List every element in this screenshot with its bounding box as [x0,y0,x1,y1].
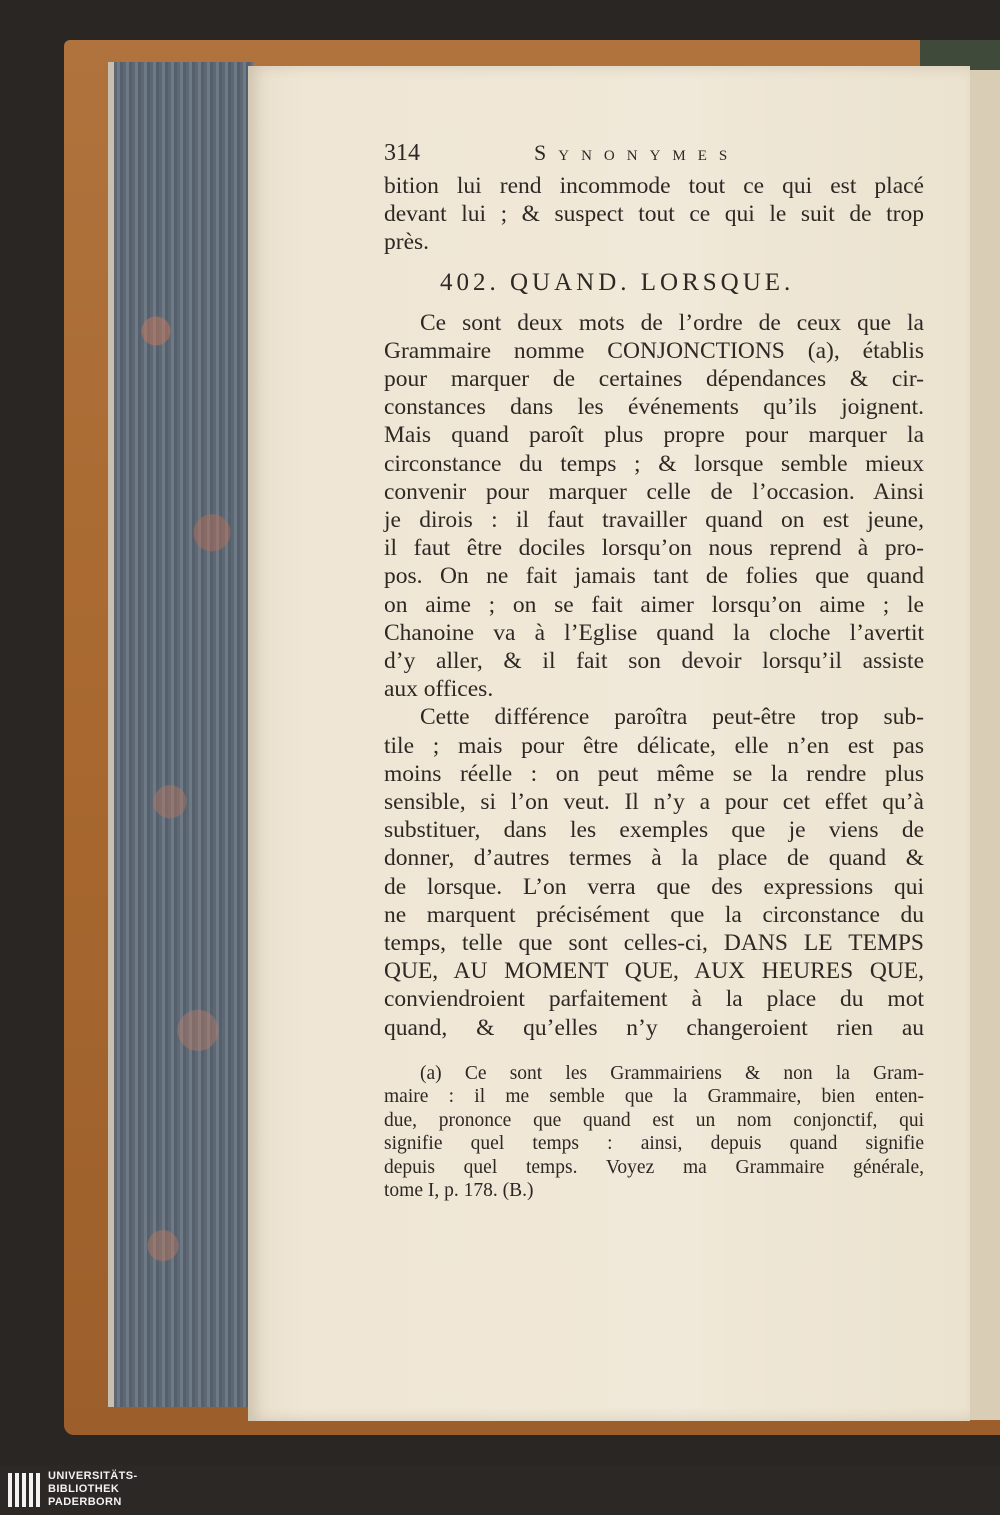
page-block-edge [108,62,254,1407]
text-line: substituer, dans les exemples que je viens de [384,817,924,844]
footnote-line: maire : il me semble que la Grammaire, bien enten- [384,1086,924,1108]
library-logo-icon [8,1473,42,1507]
text-line: moins réelle : on peut même se la rendre plus [384,760,924,787]
footnote [384,1062,924,1202]
next-page-edge [970,70,1000,1420]
text-line: convenir pour marquer celle de l’occasion. Ainsi [384,478,924,505]
logo-line: PADERBORN [48,1496,122,1508]
text-line: devant lui ; & suspect tout ce qui le suit de trop [384,201,924,228]
text-line: il faut être dociles lorsqu’on nous reprend à pro- [384,535,924,562]
page-text [384,140,924,1202]
text-line: je dirois : il faut travailler quand on est jeune, [384,507,924,534]
text-line: temps, telle que sont celles-ci, DANS LE TEMPS [384,930,924,957]
text-line: près. [384,229,430,256]
text-line: sensible, si l’on veut. Il n’y a pour cet effet qu’à [384,789,924,816]
text-line: tile ; mais pour être délicate, elle n’en est pas [384,732,924,759]
text-line: circonstance du temps ; & lorsque semble mieux [384,450,924,477]
text-line: QUE, AU MOMENT QUE, AUX HEURES QUE, [384,958,924,985]
footnote-line: due, prononce que quand est un nom conjonctif, qui [384,1109,924,1131]
text-line: donner, d’autres termes à la place de quand & [384,845,924,872]
text-line: de lorsque. L’on verra que des expressions qui [384,873,924,900]
logo-line: UNIVERSITÄTS- [48,1470,138,1482]
text-line: Ce sont deux mots de l’ordre de ceux que la [420,309,924,336]
text-line: pour marquer de certaines dépendances & cir- [384,366,924,393]
paragraph-1 [384,309,924,704]
page-header [384,140,924,172]
footnote-line: signifie quel temps : ainsi, depuis quand signifie [384,1133,924,1155]
text-line: pos. On ne fait jamais tant de folies que quand [384,563,924,590]
text-line: ne marquent précisément que la circonstance du [384,901,924,928]
footnote-line: tome I, p. 178. (B.) [384,1179,534,1201]
text-line: Grammaire nomme CONJONCTIONS (a), établis [384,337,924,364]
footnote-line: depuis quel temps. Voyez ma Grammaire générale, [384,1156,924,1178]
library-footer [0,1465,1000,1515]
text-line: on aime ; on se fait aimer lorsqu’on aime ; le [384,591,924,618]
text-line: Chanoine va à l’Eglise quand la cloche l’avertit [384,619,924,646]
text-line: constances dans les événements qu’ils joignent. [384,394,924,421]
text-line: Mais quand paroît plus propre pour marquer la [384,422,924,449]
section-title: 402. QUAND. LORSQUE. [440,268,795,296]
text-line: bition lui rend incommode tout ce qui est placé [384,173,924,199]
text-line: quand, & qu’elles n’y changeroient rien au [384,1014,924,1041]
text-line: Cette différence paroîtra peut-être trop sub- [420,704,924,731]
running-head: Synonymes [534,140,740,165]
footnote-line: (a) Ce sont les Grammairiens & non la Gram- [420,1062,924,1084]
page-number: 314 [384,140,420,166]
paragraph-2 [384,703,924,1041]
logo-line: BIBLIOTHEK [48,1483,120,1495]
text-line: d’y aller, & il fait son devoir lorsqu’il assiste [384,648,924,675]
text-line: conviendroient parfaitement à la place du mot [384,986,924,1013]
text-line: aux offices. [384,676,494,703]
library-logo-text [48,1470,138,1509]
continued-paragraph [384,172,924,257]
